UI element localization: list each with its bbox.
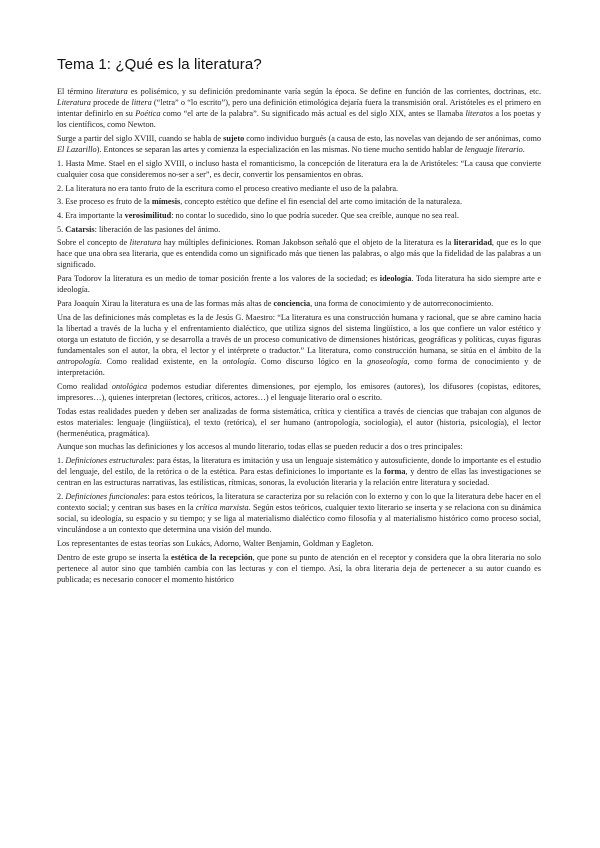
text-run: Los representantes de estas teorías son Lukács, Adorno, Walter Benjamin, Goldman y Eagleton. [57,538,374,548]
bold-text: estética de la recepción [171,552,253,562]
text-run: Como realidad [57,381,112,391]
text-run: : no contar lo sucedido, sino lo que podría suceder. Que sea creíble, aunque no sea real. [171,210,459,220]
text-run: , una forma de conocimiento y de autorreconocimiento. [310,298,494,308]
document-body [57,86,541,588]
text-run: . [522,145,525,155]
bold-text: literaridad [453,238,492,248]
italic-text: literatura [96,87,128,96]
text-run: 1. [57,456,66,466]
text-run: . Según estos teóricos, cualquier texto literario se inserta y se relaciona con su dinámica social, su ideología, su espacio y su tiempo; y se liga al materialismo dialéctico como filosofía y al materialismo histórico como proceso social, vinculándose a un contexto que determina una visión del mundo. [57,503,541,535]
bold-text: conciencia [273,298,311,308]
text-run: Para Joaquín Xirau la literatura es una de las formas más altas de [57,298,274,308]
italic-text: lenguaje literario [464,145,523,155]
text-run: hay múltiples definiciones. Roman Jakobson señaló que el objeto de la literatura es la [161,238,454,248]
text-run: Aunque son muchas las definiciones y los accesos al mundo literario, todas ellas se pueden reducir a dos o tres principales: [57,442,463,452]
text-run: 5. [57,224,66,234]
text-run: ). Entonces se separan las artes y comienza la especialización en las mismas. No tiene mucho sentido hablar de [96,145,465,155]
paragraph [57,298,541,309]
page-title: Tema 1: ¿Qué es la literatura? [57,56,262,73]
italic-text: ontología [222,357,255,366]
paragraph [57,441,541,452]
paragraph [57,183,541,194]
text-run: 2. [57,492,66,501]
bold-text: forma [383,467,406,477]
bold-text: sujeto [223,133,245,143]
italic-text: Definiciones estructurales [65,456,153,466]
paragraph [57,406,541,439]
text-run: . Toda literatura ha sido siempre arte e ideología. [57,274,541,295]
italic-text: ontológica [111,381,148,391]
text-run: como individuo burgués (a causa de esto, las novelas van dejando de ser anónimas, como [244,133,541,143]
text-run: El término [57,87,97,96]
text-run: procede de [90,98,132,108]
text-run: Una de las definiciones más completas es la de Jesús G. Maestro: “La literatura es una construcción humana y racional, que se abre camino hacia la libertad a través de la lucha y el enfrentamiento dialéctico, que utiliza signos del sistema lingüístico, a los que confiere un valor estético y otorga un estatuto de ficción, y se desarrolla a través de un proceso comunicativo de dimensiones históricas, geográficas y políticas, cuyas figuras fundamentales son el autor, la obra, el lector y el intérprete o traductor.” La literatura, como construcción humana, se sitúa en el ámbito de la [57,312,541,355]
italic-text: literatura [129,238,162,248]
paragraph [57,237,541,270]
italic-text: Poética [135,109,161,119]
italic-text: crítica marxista [195,503,249,513]
text-run: (“letra” o “lo escrito”), pero una definición etimológica dejaría fuera la transmisión oral. Aristóteles es el primero en intentar definirlo en su [57,98,541,119]
italic-text: El Lazarillo [57,145,97,155]
text-run: : liberación de las pasiones del ánimo. [94,224,221,234]
text-run: 4. Era importante la [57,210,125,220]
text-run: es polisémico, y su definición predominante varía según la época. Se define en función de las corrientes, doctrinas, etc. [127,87,542,96]
text-run: como “el arte de la palabra”. Su significado más actual es del siglo XIX, antes se llamaba [160,109,466,119]
bold-text: ideología [379,274,412,284]
italic-text: littera [131,98,152,108]
text-run: Surge a partir del siglo XVIII, cuando se habla de [57,133,224,143]
text-run: a los poetas y los científicos, como Newton. [57,109,541,130]
text-run: Sobre el concepto de [57,238,130,248]
text-run: 1. Hasta Mme. Stael en el siglo XVIII, o incluso hasta el romanticismo, la concepción de literatura era la de Aristóteles: “La causa que convierte cualquier cosa que consideremos no-ser a ser”, es decir, convertir los pensamientos en obras. [57,158,541,179]
text-run: , concepto estético que define el fin esencial del arte como imitación de la naturaleza. [180,197,463,207]
text-run: , como forma de conocimiento y de interpretación. [57,357,541,378]
text-run: 2. La literatura no era tanto fruto de la escritura como el proceso creativo mediante el uso de la palabra. [57,183,399,193]
bold-text: mímesis [151,197,181,207]
text-run: Para Todorov la literatura es un medio de tomar posición frente a los valores de la sociedad; es [57,274,380,284]
text-run: podemos estudiar diferentes dimensiones, por ejemplo, los emisores (autores), los difusores (copistas, editores, impresores…), quienes interpretan (lectores, críticos, actores…) el lenguaje literario oral o escrito. [57,381,541,402]
italic-text: antropología [57,357,100,366]
paragraph [57,455,541,488]
italic-text: literatos [465,109,493,119]
bold-text: Catarsis [65,224,95,234]
text-run: : para estos teóricos, la literatura se caracteriza por su relación con lo externo y con lo que la literatura debe hacer en el contexto social; y centran sus bases en la [57,492,542,513]
italic-text: Definiciones funcionales [65,492,148,501]
text-run: : para éstas, la literatura es imitación y usa un lenguaje sistemático y autosuficiente, donde lo importante es el estudio del lenguaje, del estilo, de la retórica o de la estética. Para estas definiciones lo importante es la [57,456,542,477]
text-run: , y dentro de ellas las investigaciones se centran en las estructuras narrativas, las estilísticas, rítmicas, sonoras, la evolución literaria y la relación entre literatura y sociedad. [57,467,541,488]
text-run: 3. Ese proceso es fruto de la [57,197,152,207]
paragraph [57,312,541,379]
text-run: , que pone su punto de atención en el receptor y considera que la obra literaria no solo pertenece al autor sino que también cambia con las lecturas y con el tiempo. Así, la obra literaria deja de pertenecer a su autor cuando es publicada; es necesario conocer el momento histórico [57,552,542,584]
paragraph [57,158,541,180]
paragraph [57,538,541,549]
paragraph [57,491,541,535]
italic-text: gnoseología [367,357,408,366]
paragraph [57,381,541,403]
italic-text: Literatura [57,98,91,108]
text-run: , que es lo que hace que una obra sea literaria, que es entendida como un significado más que tienen las palabras, o algo más que la fidelidad de las palabras a un significado. [57,238,541,270]
text-run: Dentro de este grupo se inserta la [57,552,172,562]
text-run: . Como discurso lógico en la [254,357,368,366]
bold-text: verosimilitud [124,210,172,220]
text-run: . Como realidad existente, en la [99,357,223,366]
paragraph [57,210,541,221]
paragraph [57,133,541,155]
paragraph [57,273,541,295]
paragraph [57,196,541,207]
text-run: Todas estas realidades pueden y deben ser analizadas de forma sistemática, crítica y científica a través de ciencias que trabajan con algunos de estos materiales: lenguaje (lingüística), el texto (retórica), el ser humano (antropología, sociología), el autor (historia, psicología), el lector (hermenéutica, pragmática). [57,406,541,438]
paragraph [57,552,541,585]
paragraph [57,224,541,235]
paragraph [57,86,541,130]
